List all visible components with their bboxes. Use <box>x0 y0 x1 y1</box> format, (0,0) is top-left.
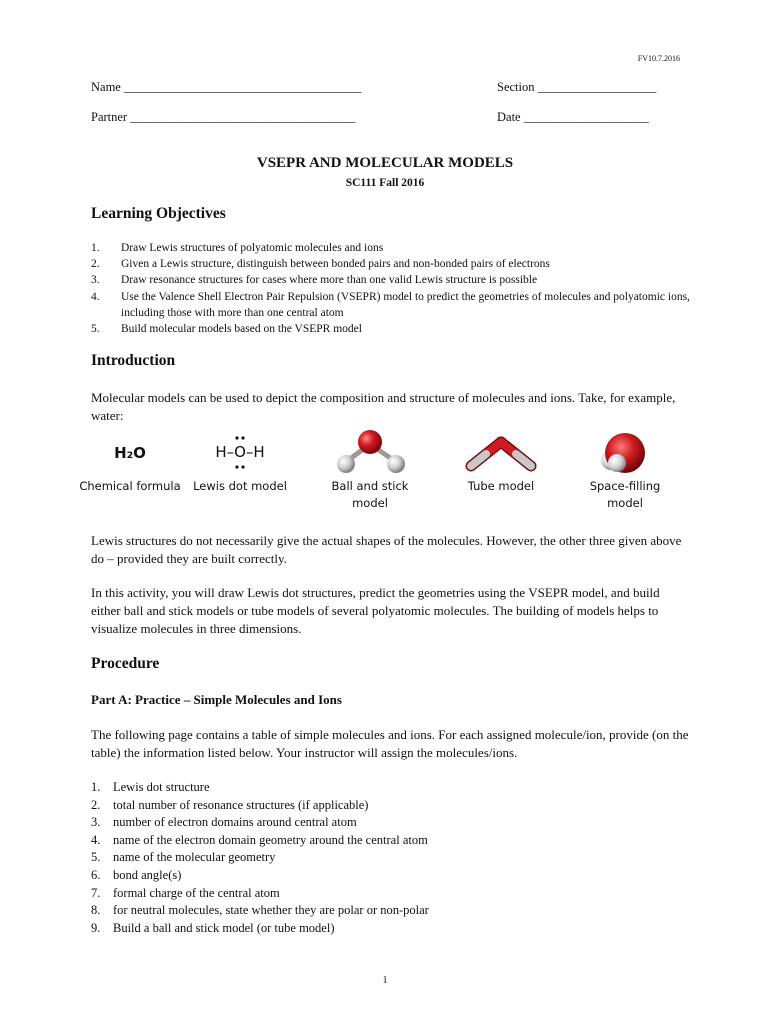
tube-model <box>446 428 556 495</box>
page-number: 1 <box>382 975 388 986</box>
caption-lewis-dot: Lewis dot model <box>193 479 287 493</box>
page-title: VSEPR AND MOLECULAR MODELS <box>256 155 514 171</box>
list-item: 9. Build a ball and stick model (or tube model) <box>91 920 335 935</box>
caption-space-filling: Space-filling model <box>589 479 661 510</box>
list-item: 6. bond angle(s) <box>91 867 182 882</box>
intro-paragraph-1: Molecular models can be used to depict the composition and structure of molecules and ions. Take, for example, water: <box>91 390 676 423</box>
list-item: 1. Draw Lewis structures of polyatomic molecules and ions <box>91 242 384 254</box>
list-item: 4. Use the Valence Shell Electron Pair Repulsion (VSEPR) model to predict the geometries of molecules and polyatomic ions, including those with more than one central atom <box>91 290 690 319</box>
space-filling-model <box>570 428 680 512</box>
section-field: Section ___________________ <box>497 80 657 94</box>
learning-objectives-heading: Learning Objectives <box>91 205 226 222</box>
lewis-dot-model <box>185 428 295 495</box>
partner-field: Partner ____________________________________ <box>91 110 356 124</box>
list-item: 2. total number of resonance structures (if applicable) <box>91 797 369 812</box>
list-item: 1. Lewis dot structure <box>91 780 210 794</box>
list-item: 5. name of the molecular geometry <box>91 850 276 865</box>
water-lewis-structure: H–O–H <box>215 443 265 461</box>
introduction-heading: Introduction <box>91 352 176 369</box>
ball-and-stick-model <box>315 428 425 512</box>
name-field: Name ______________________________________ <box>91 80 362 94</box>
list-item: 2. Given a Lewis structure, distinguish between bonded pairs and non-bonded pairs of electrons <box>91 258 550 271</box>
procedure-paragraph: The following page contains a table of simple molecules and ions. For each assigned molecule/ion, provide (on the table) the information listed below. Your instructor will assign the molecules/ions. <box>91 727 689 760</box>
ball-and-stick-water-icon <box>315 428 425 478</box>
list-item: 7. formal charge of the central atom <box>91 885 280 900</box>
intro-paragraph-2: Lewis structures do not necessarily give the actual shapes of the molecules. However, the other three given above do – provided they are built correctly. <box>91 533 682 566</box>
list-item: 3. Draw resonance structures for cases where more than one valid Lewis structure is possible <box>91 274 538 287</box>
caption-chemical-formula: Chemical formula <box>79 479 181 493</box>
list-item: 3. number of electron domains around central atom <box>91 815 357 830</box>
water-formula: H₂O <box>114 444 146 462</box>
page-subtitle: SC111 Fall 2016 <box>345 177 425 189</box>
space-filling-water-icon <box>570 428 680 478</box>
list-item: 4. name of the electron domain geometry around the central atom <box>91 832 428 847</box>
learning-objectives-list <box>91 240 691 337</box>
caption-tube: Tube model <box>467 479 535 493</box>
version-code: FV10.7.2016 <box>637 54 680 63</box>
list-item: 8. for neutral molecules, state whether they are polar or non-polar <box>91 903 429 918</box>
procedure-list <box>91 779 691 937</box>
intro-paragraph-3: In this activity, you will draw Lewis dot structures, predict the geometries using the VSEPR model, and build either ball and stick models or tube models of several polyatomic molecules. The building of models helps to visualize molecules in three dimensions. <box>91 585 660 636</box>
procedure-heading: Procedure <box>91 655 160 672</box>
part-a-heading: Part A: Practice – Simple Molecules and Ions <box>91 692 342 707</box>
chemical-formula-model <box>75 428 185 495</box>
caption-ball-and-stick: Ball and stick model <box>331 479 409 510</box>
list-item: 5. Build molecular models based on the VSEPR model <box>91 323 362 336</box>
date-field: Date ____________________ <box>497 110 649 124</box>
tube-water-icon <box>446 428 556 478</box>
